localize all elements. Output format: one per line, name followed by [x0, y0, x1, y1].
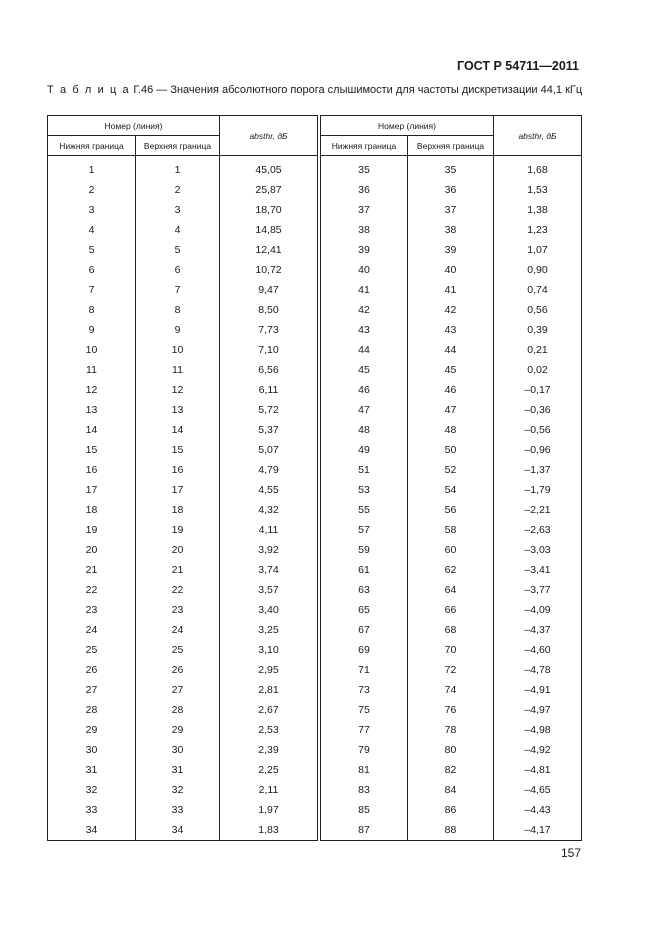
table-row: [48, 320, 318, 340]
upper-bound-cell: 20: [136, 540, 220, 560]
lower-bound-cell: 85: [321, 800, 408, 820]
upper-bound-cell: 62: [408, 560, 494, 580]
upper-bound-cell: 19: [136, 520, 220, 540]
absthr-cell: 2,25: [220, 760, 318, 780]
table-row: [321, 340, 582, 360]
upper-bound-cell: 76: [408, 700, 494, 720]
lower-bound-cell: 29: [48, 720, 136, 740]
upper-bound-cell: 16: [136, 460, 220, 480]
absthr-cell: 2,11: [220, 780, 318, 800]
page-number: 157: [560, 846, 581, 860]
absthr-cell: –1,37: [494, 460, 582, 480]
table-row: [321, 240, 582, 260]
value-header: [494, 116, 582, 156]
table-row: [48, 300, 318, 320]
lower-bound-cell: 53: [321, 480, 408, 500]
upper-bound-cell: 9: [136, 320, 220, 340]
lower-bound-cell: 26: [48, 660, 136, 680]
upper-bound-cell: 70: [408, 640, 494, 660]
table-row: [48, 640, 318, 660]
table-row: [48, 780, 318, 800]
absthr-cell: 2,39: [220, 740, 318, 760]
table-row: [321, 560, 582, 580]
table-row: [321, 740, 582, 760]
table-row: [48, 180, 318, 200]
table-row: [321, 320, 582, 340]
absthr-cell: –2,63: [494, 520, 582, 540]
table-row: [48, 700, 318, 720]
table-right: [320, 115, 582, 841]
table-body-right: [321, 156, 582, 841]
upper-bound-cell: 35: [408, 156, 494, 181]
lower-bound-cell: 13: [48, 400, 136, 420]
upper-bound-cell: 12: [136, 380, 220, 400]
upper-bound-cell: 80: [408, 740, 494, 760]
absthr-cell: –3,03: [494, 540, 582, 560]
table-row: [321, 280, 582, 300]
lower-bound-cell: 55: [321, 500, 408, 520]
absthr-cell: 6,56: [220, 360, 318, 380]
table-row: [321, 380, 582, 400]
upper-bound-cell: 36: [408, 180, 494, 200]
upper-bound-cell: 78: [408, 720, 494, 740]
upper-bound-cell: 13: [136, 400, 220, 420]
lower-bound-cell: 71: [321, 660, 408, 680]
upper-bound-cell: 30: [136, 740, 220, 760]
table-row: [48, 620, 318, 640]
upper-bound-cell: 54: [408, 480, 494, 500]
absthr-cell: 2,67: [220, 700, 318, 720]
absthr-cell: 3,40: [220, 600, 318, 620]
table-row: [321, 460, 582, 480]
lower-bound-cell: 18: [48, 500, 136, 520]
table-row: [321, 360, 582, 380]
table-row: [321, 780, 582, 800]
absthr-cell: –4,60: [494, 640, 582, 660]
lower-bound-cell: 9: [48, 320, 136, 340]
upper-bound-cell: 18: [136, 500, 220, 520]
table-row: [321, 180, 582, 200]
upper-bound-cell: 14: [136, 420, 220, 440]
lower-bound-cell: 14: [48, 420, 136, 440]
table-row: [48, 560, 318, 580]
table-row: [48, 760, 318, 780]
table-row: [321, 800, 582, 820]
lower-bound-cell: 10: [48, 340, 136, 360]
table-row: [48, 260, 318, 280]
absthr-cell: –1,79: [494, 480, 582, 500]
lower-bound-cell: 15: [48, 440, 136, 460]
absthr-cell: 14,85: [220, 220, 318, 240]
lower-bound-cell: 35: [321, 156, 408, 181]
lower-bound-cell: 41: [321, 280, 408, 300]
lower-bound-cell: 75: [321, 700, 408, 720]
upper-bound-cell: 15: [136, 440, 220, 460]
absthr-cell: 0,90: [494, 260, 582, 280]
absthr-cell: 4,11: [220, 520, 318, 540]
lower-bound-cell: 24: [48, 620, 136, 640]
absthr-cell: 3,25: [220, 620, 318, 640]
lower-bound-cell: 48: [321, 420, 408, 440]
table-row: [321, 580, 582, 600]
table-row: [48, 720, 318, 740]
upper-bound-cell: 3: [136, 200, 220, 220]
absthr-cell: 7,10: [220, 340, 318, 360]
table-row: [48, 740, 318, 760]
table-row: [321, 260, 582, 280]
lower-bound-cell: 57: [321, 520, 408, 540]
absthr-cell: 0,21: [494, 340, 582, 360]
lower-bound-cell: 69: [321, 640, 408, 660]
lower-bound-cell: 43: [321, 320, 408, 340]
lower-bound-cell: 30: [48, 740, 136, 760]
absthr-cell: 0,74: [494, 280, 582, 300]
table-left: [47, 115, 318, 841]
lower-bound-cell: 65: [321, 600, 408, 620]
table-body-left: [48, 156, 318, 841]
absthr-cell: –4,09: [494, 600, 582, 620]
absthr-cell: –4,17: [494, 820, 582, 841]
lower-bound-cell: 31: [48, 760, 136, 780]
upper-bound-cell: 44: [408, 340, 494, 360]
table-row: [321, 520, 582, 540]
absthr-cell: –4,91: [494, 680, 582, 700]
lower-bound-cell: 16: [48, 460, 136, 480]
table-row: [48, 220, 318, 240]
lower-bound-cell: 46: [321, 380, 408, 400]
absthr-cell: 7,73: [220, 320, 318, 340]
lower-bound-cell: 25: [48, 640, 136, 660]
group-header: Номер (линия): [48, 116, 220, 136]
lower-bound-cell: 20: [48, 540, 136, 560]
table-row: [48, 460, 318, 480]
lower-bound-cell: 21: [48, 560, 136, 580]
table-row: [321, 200, 582, 220]
upper-bound-cell: 64: [408, 580, 494, 600]
upper-bound-cell: 47: [408, 400, 494, 420]
table-row: [321, 660, 582, 680]
absthr-cell: 1,07: [494, 240, 582, 260]
upper-bound-header: Верхняя граница: [408, 136, 494, 156]
upper-bound-cell: 25: [136, 640, 220, 660]
lower-bound-cell: 47: [321, 400, 408, 420]
absthr-cell: 4,55: [220, 480, 318, 500]
upper-bound-cell: 11: [136, 360, 220, 380]
absthr-cell: –4,97: [494, 700, 582, 720]
table-row: [321, 420, 582, 440]
upper-bound-cell: 56: [408, 500, 494, 520]
upper-bound-cell: 60: [408, 540, 494, 560]
absthr-cell: –4,92: [494, 740, 582, 760]
upper-bound-cell: 37: [408, 200, 494, 220]
absthr-cell: –4,98: [494, 720, 582, 740]
absthr-cell: 3,92: [220, 540, 318, 560]
absthr-cell: 1,53: [494, 180, 582, 200]
lower-bound-cell: 49: [321, 440, 408, 460]
absthr-cell: 1,68: [494, 156, 582, 181]
lower-bound-cell: 3: [48, 200, 136, 220]
upper-bound-cell: 88: [408, 820, 494, 841]
lower-bound-cell: 67: [321, 620, 408, 640]
upper-bound-cell: 21: [136, 560, 220, 580]
lower-bound-cell: 59: [321, 540, 408, 560]
upper-bound-cell: 17: [136, 480, 220, 500]
lower-bound-cell: 5: [48, 240, 136, 260]
upper-bound-cell: 41: [408, 280, 494, 300]
absthr-cell: 5,37: [220, 420, 318, 440]
absthr-cell: –0,56: [494, 420, 582, 440]
upper-bound-cell: 1: [136, 156, 220, 181]
table-row: [48, 440, 318, 460]
lower-bound-cell: 33: [48, 800, 136, 820]
value-header: [220, 116, 318, 156]
absthr-cell: 0,56: [494, 300, 582, 320]
lower-bound-cell: 73: [321, 680, 408, 700]
lower-bound-header: Нижняя граница: [321, 136, 408, 156]
absthr-cell: –4,37: [494, 620, 582, 640]
absthr-cell: 1,23: [494, 220, 582, 240]
upper-bound-cell: 26: [136, 660, 220, 680]
absthr-cell: 4,32: [220, 500, 318, 520]
upper-bound-cell: 29: [136, 720, 220, 740]
upper-bound-cell: 23: [136, 600, 220, 620]
upper-bound-header: Верхняя граница: [136, 136, 220, 156]
absthr-cell: –4,43: [494, 800, 582, 820]
upper-bound-cell: 40: [408, 260, 494, 280]
absthr-cell: 5,72: [220, 400, 318, 420]
absthr-cell: 1,83: [220, 820, 318, 841]
absthr-cell: 18,70: [220, 200, 318, 220]
table-row: [48, 540, 318, 560]
lower-bound-cell: 83: [321, 780, 408, 800]
upper-bound-cell: 24: [136, 620, 220, 640]
absthr-cell: 6,11: [220, 380, 318, 400]
upper-bound-cell: 72: [408, 660, 494, 680]
absthr-cell: –4,81: [494, 760, 582, 780]
table-row: [48, 380, 318, 400]
table-row: [48, 400, 318, 420]
upper-bound-cell: 84: [408, 780, 494, 800]
lower-bound-cell: 22: [48, 580, 136, 600]
absthr-cell: –2,21: [494, 500, 582, 520]
absthr-cell: 1,97: [220, 800, 318, 820]
absthr-cell: 3,74: [220, 560, 318, 580]
table-row: [48, 600, 318, 620]
absthr-cell: –0,96: [494, 440, 582, 460]
lower-bound-cell: 37: [321, 200, 408, 220]
absthr-cell: 45,05: [220, 156, 318, 181]
lower-bound-cell: 81: [321, 760, 408, 780]
upper-bound-cell: 5: [136, 240, 220, 260]
absthr-cell: 10,72: [220, 260, 318, 280]
absthr-cell: 2,81: [220, 680, 318, 700]
upper-bound-cell: 58: [408, 520, 494, 540]
absthr-cell: 9,47: [220, 280, 318, 300]
lower-bound-cell: 38: [321, 220, 408, 240]
lower-bound-cell: 61: [321, 560, 408, 580]
table-row: [321, 500, 582, 520]
upper-bound-cell: 45: [408, 360, 494, 380]
table-row: [48, 156, 318, 181]
group-header: Номер (линия): [321, 116, 494, 136]
caption-prefix: Т а б л и ц а: [47, 84, 131, 96]
caption-text: Г.46 — Значения абсолютного порога слышимости для частоты дискретизации 44,1 кГц: [130, 84, 583, 96]
lower-bound-cell: 63: [321, 580, 408, 600]
upper-bound-cell: 82: [408, 760, 494, 780]
upper-bound-cell: 28: [136, 700, 220, 720]
lower-bound-cell: 36: [321, 180, 408, 200]
upper-bound-cell: 33: [136, 800, 220, 820]
upper-bound-cell: 52: [408, 460, 494, 480]
absthr-cell: 2,95: [220, 660, 318, 680]
lower-bound-cell: 4: [48, 220, 136, 240]
upper-bound-cell: 31: [136, 760, 220, 780]
upper-bound-cell: 50: [408, 440, 494, 460]
table-row: [48, 200, 318, 220]
absthr-cell: –3,41: [494, 560, 582, 580]
table-row: [321, 760, 582, 780]
table-row: [48, 340, 318, 360]
upper-bound-cell: 39: [408, 240, 494, 260]
lower-bound-cell: 40: [321, 260, 408, 280]
value-header-text: absthr, дБ: [518, 130, 557, 141]
upper-bound-cell: 48: [408, 420, 494, 440]
table-row: [321, 640, 582, 660]
lower-bound-cell: 8: [48, 300, 136, 320]
upper-bound-cell: 7: [136, 280, 220, 300]
absthr-cell: 1,38: [494, 200, 582, 220]
absthr-cell: 25,87: [220, 180, 318, 200]
lower-bound-cell: 79: [321, 740, 408, 760]
absthr-cell: 3,57: [220, 580, 318, 600]
upper-bound-cell: 32: [136, 780, 220, 800]
table-row: [321, 480, 582, 500]
table-row: [321, 440, 582, 460]
absthr-cell: –4,78: [494, 660, 582, 680]
lower-bound-cell: 39: [321, 240, 408, 260]
table-row: [48, 800, 318, 820]
lower-bound-cell: 7: [48, 280, 136, 300]
upper-bound-cell: 8: [136, 300, 220, 320]
table-row: [321, 600, 582, 620]
upper-bound-cell: 43: [408, 320, 494, 340]
table-row: [321, 820, 582, 841]
lower-bound-cell: 87: [321, 820, 408, 841]
absthr-cell: 4,79: [220, 460, 318, 480]
table-row: [48, 500, 318, 520]
absthr-cell: –4,65: [494, 780, 582, 800]
lower-bound-cell: 23: [48, 600, 136, 620]
lower-bound-cell: 77: [321, 720, 408, 740]
table-row: [48, 360, 318, 380]
lower-bound-cell: 19: [48, 520, 136, 540]
absthr-cell: 2,53: [220, 720, 318, 740]
table-row: [48, 420, 318, 440]
lower-bound-header: Нижняя граница: [48, 136, 136, 156]
lower-bound-cell: 2: [48, 180, 136, 200]
absthr-cell: 5,07: [220, 440, 318, 460]
table-row: [48, 240, 318, 260]
upper-bound-cell: 22: [136, 580, 220, 600]
table-row: [321, 300, 582, 320]
table-row: [321, 620, 582, 640]
table-row: [48, 520, 318, 540]
absthr-cell: –0,36: [494, 400, 582, 420]
upper-bound-cell: 38: [408, 220, 494, 240]
lower-bound-cell: 17: [48, 480, 136, 500]
table-row: [321, 680, 582, 700]
absthr-cell: 0,39: [494, 320, 582, 340]
upper-bound-cell: 34: [136, 820, 220, 841]
lower-bound-cell: 1: [48, 156, 136, 181]
table-row: [48, 580, 318, 600]
lower-bound-cell: 44: [321, 340, 408, 360]
table-row: [48, 280, 318, 300]
table-row: [321, 720, 582, 740]
table-row: [321, 700, 582, 720]
table-row: [321, 156, 582, 181]
upper-bound-cell: 6: [136, 260, 220, 280]
table-row: [321, 540, 582, 560]
upper-bound-cell: 68: [408, 620, 494, 640]
upper-bound-cell: 66: [408, 600, 494, 620]
lower-bound-cell: 42: [321, 300, 408, 320]
upper-bound-cell: 86: [408, 800, 494, 820]
value-header-text: absthr, дБ: [249, 130, 288, 141]
absthr-cell: –0,17: [494, 380, 582, 400]
lower-bound-cell: 28: [48, 700, 136, 720]
lower-bound-cell: 11: [48, 360, 136, 380]
upper-bound-cell: 42: [408, 300, 494, 320]
upper-bound-cell: 27: [136, 680, 220, 700]
upper-bound-cell: 4: [136, 220, 220, 240]
table-row: [48, 680, 318, 700]
upper-bound-cell: 2: [136, 180, 220, 200]
lower-bound-cell: 45: [321, 360, 408, 380]
table-row: [48, 480, 318, 500]
upper-bound-cell: 10: [136, 340, 220, 360]
table-row: [321, 400, 582, 420]
absthr-cell: 3,10: [220, 640, 318, 660]
upper-bound-cell: 46: [408, 380, 494, 400]
document-code: ГОСТ Р 54711—2011: [457, 59, 579, 73]
table-row: [321, 220, 582, 240]
table-row: [48, 660, 318, 680]
absthr-cell: –3,77: [494, 580, 582, 600]
absthr-cell: 0,02: [494, 360, 582, 380]
table-row: [48, 820, 318, 841]
lower-bound-cell: 51: [321, 460, 408, 480]
lower-bound-cell: 32: [48, 780, 136, 800]
lower-bound-cell: 6: [48, 260, 136, 280]
absthr-cell: 8,50: [220, 300, 318, 320]
table-caption: [47, 84, 582, 96]
absthr-cell: 12,41: [220, 240, 318, 260]
lower-bound-cell: 12: [48, 380, 136, 400]
lower-bound-cell: 34: [48, 820, 136, 841]
lower-bound-cell: 27: [48, 680, 136, 700]
upper-bound-cell: 74: [408, 680, 494, 700]
